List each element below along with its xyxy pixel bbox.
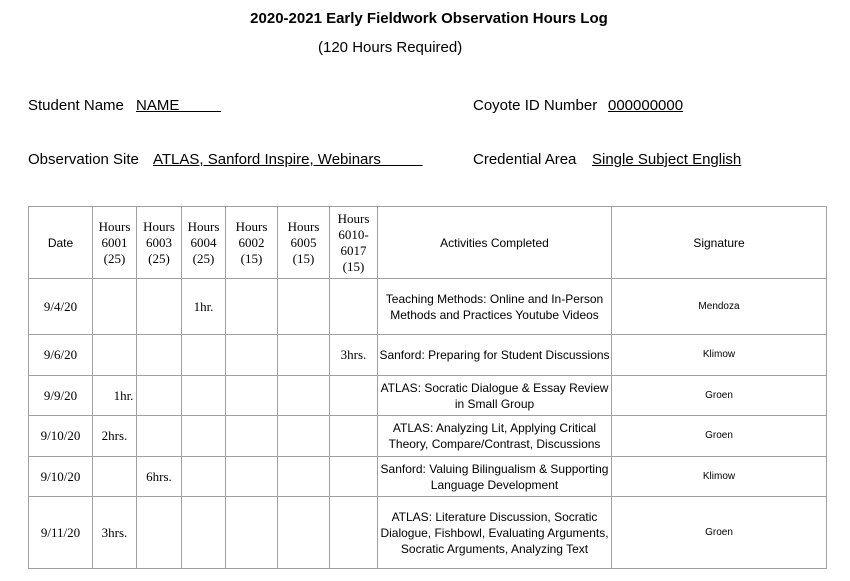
- hours-6001-cell[interactable]: [93, 457, 137, 497]
- signature-cell[interactable]: Mendoza: [612, 279, 827, 335]
- date-cell[interactable]: 9/10/20: [29, 416, 93, 457]
- coyote-id-label: Coyote ID Number: [473, 97, 598, 114]
- hours-6005-cell[interactable]: [278, 457, 330, 497]
- hours-6003-cell[interactable]: [137, 416, 182, 457]
- header-line: 6003: [146, 234, 172, 250]
- table-row: [29, 279, 827, 335]
- header-line: 6004: [190, 234, 217, 250]
- activity-cell[interactable]: ATLAS: Socratic Dialogue & Essay Review in Small Group: [378, 376, 612, 416]
- hours-6010-cell[interactable]: [330, 416, 378, 457]
- date-cell[interactable]: 9/6/20: [29, 335, 93, 376]
- signature-cell[interactable]: Groen: [612, 376, 827, 416]
- signature-cell[interactable]: Groen: [612, 497, 827, 569]
- signature-cell[interactable]: Klimow: [612, 335, 827, 376]
- signature-cell[interactable]: Klimow: [612, 457, 827, 497]
- activity-cell[interactable]: Sanford: Preparing for Student Discussions: [378, 335, 612, 376]
- date-cell[interactable]: 9/9/20: [29, 376, 93, 416]
- header-line: Hours: [287, 218, 320, 234]
- hours-6005-cell[interactable]: [278, 376, 330, 416]
- hours-6002-cell[interactable]: [226, 376, 278, 416]
- hours-6002-cell[interactable]: [226, 279, 278, 335]
- table-row: [29, 376, 827, 416]
- hours-6010-cell[interactable]: [330, 376, 378, 416]
- header-hours-6001: [93, 207, 137, 279]
- table-row: [29, 416, 827, 457]
- header-line: 6005: [290, 234, 317, 250]
- activity-cell[interactable]: ATLAS: Analyzing Lit, Applying Critical Theory, Compare/Contrast, Discussions: [378, 416, 612, 457]
- hours-6005-cell[interactable]: [278, 497, 330, 569]
- header-line: 6002: [238, 234, 265, 250]
- header-line: Hours: [98, 218, 131, 234]
- hours-6010-cell[interactable]: 3hrs.: [330, 335, 378, 376]
- coyote-id-value[interactable]: 000000000: [608, 97, 684, 114]
- hours-6010-cell[interactable]: [330, 279, 378, 335]
- hours-6004-cell[interactable]: [182, 376, 226, 416]
- header-line: Hours: [187, 218, 220, 234]
- hours-6002-cell[interactable]: [226, 457, 278, 497]
- table-row: [29, 497, 827, 569]
- hours-6002-cell[interactable]: [226, 497, 278, 569]
- hours-6001-cell[interactable]: [93, 279, 137, 335]
- page-title: 2020-2021 Early Fieldwork Observation Hours Log: [250, 10, 608, 27]
- header-date: Date: [29, 207, 93, 279]
- hours-6003-cell[interactable]: [137, 376, 182, 416]
- hours-6003-cell[interactable]: [137, 279, 182, 335]
- header-hours-6010-6017: [330, 207, 378, 279]
- header-line: Hours: [235, 218, 268, 234]
- hours-6004-cell[interactable]: 1hr.: [182, 279, 226, 335]
- activity-cell[interactable]: Teaching Methods: Online and In-Person Methods and Practices Youtube Videos: [378, 279, 612, 335]
- student-name-value[interactable]: NAME: [136, 97, 222, 114]
- header-line: (15): [342, 258, 365, 274]
- hours-6001-cell[interactable]: 3hrs.: [93, 497, 137, 569]
- header-line: (25): [148, 250, 170, 266]
- header-activities: Activities Completed: [378, 207, 612, 279]
- credential-area-label: Credential Area: [473, 151, 577, 168]
- hours-6010-cell[interactable]: [330, 457, 378, 497]
- date-cell[interactable]: 9/11/20: [29, 497, 93, 569]
- hours-6004-cell[interactable]: [182, 457, 226, 497]
- header-line: Hours: [143, 218, 175, 234]
- hours-6010-cell[interactable]: [330, 497, 378, 569]
- hours-6005-cell[interactable]: [278, 279, 330, 335]
- hours-6005-cell[interactable]: [278, 335, 330, 376]
- hours-6002-cell[interactable]: [226, 335, 278, 376]
- header-line: (15): [292, 250, 315, 266]
- table-row: [29, 457, 827, 497]
- hours-6004-cell[interactable]: [182, 497, 226, 569]
- header-hours-6002: [226, 207, 278, 279]
- table-row: [29, 335, 827, 376]
- header-line: 6017: [340, 242, 367, 258]
- header-line: 6001: [101, 234, 128, 250]
- header-line: (25): [192, 250, 215, 266]
- hours-log-table: [28, 206, 827, 569]
- hours-6001-cell[interactable]: 1hr.: [93, 376, 137, 416]
- credential-area-value[interactable]: Single Subject English: [592, 151, 742, 168]
- date-cell[interactable]: 9/4/20: [29, 279, 93, 335]
- hours-6004-cell[interactable]: [182, 416, 226, 457]
- header-line: 6010-: [338, 226, 369, 242]
- hours-6003-cell[interactable]: [137, 335, 182, 376]
- header-signature: Signature: [612, 207, 827, 279]
- hours-6003-cell[interactable]: 6hrs.: [137, 457, 182, 497]
- hours-6005-cell[interactable]: [278, 416, 330, 457]
- page-subtitle: (120 Hours Required): [318, 39, 463, 56]
- activity-cell[interactable]: Sanford: Valuing Bilingualism & Supporting Language Development: [378, 457, 612, 497]
- header-hours-6003: [137, 207, 182, 279]
- header-line: (15): [240, 250, 263, 266]
- hours-6004-cell[interactable]: [182, 335, 226, 376]
- observation-site-label: Observation Site: [28, 151, 139, 168]
- activity-cell[interactable]: ATLAS: Literature Discussion, Socratic Dialogue, Fishbowl, Evaluating Arguments, Socratic Arguments, Analyzing Text: [378, 497, 612, 569]
- signature-cell[interactable]: Groen: [612, 416, 827, 457]
- header-hours-6004: [182, 207, 226, 279]
- hours-6001-cell[interactable]: 2hrs.: [93, 416, 137, 457]
- header-line: (25): [103, 250, 126, 266]
- hours-6002-cell[interactable]: [226, 416, 278, 457]
- hours-6003-cell[interactable]: [137, 497, 182, 569]
- hours-6001-cell[interactable]: [93, 335, 137, 376]
- date-cell[interactable]: 9/10/20: [29, 457, 93, 497]
- table-header-row: [29, 207, 827, 279]
- observation-site-value[interactable]: ATLAS, Sanford Inspire, Webinars: [153, 151, 423, 168]
- header-hours-6005: [278, 207, 330, 279]
- header-line: Hours: [337, 210, 370, 226]
- student-name-label: Student Name: [28, 97, 124, 114]
